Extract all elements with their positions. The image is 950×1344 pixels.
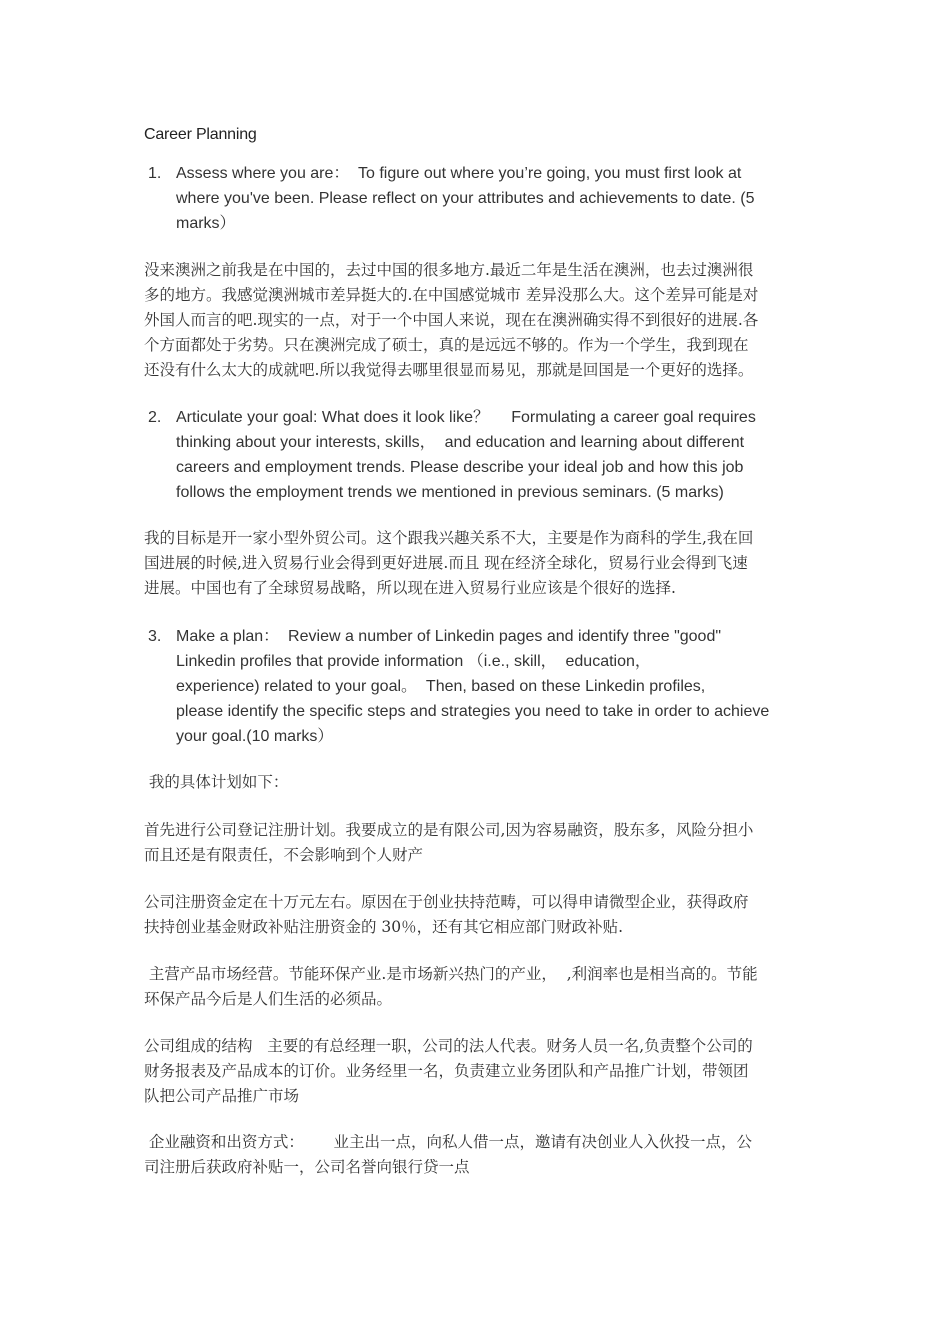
document-title: Career Planning: [144, 126, 257, 143]
question-line: where you've been. Please reflect on your attributes and achievements to date. (5: [176, 190, 755, 207]
question-text: [176, 161, 816, 236]
question-number: 2.: [148, 409, 162, 426]
paragraph-line: 个方面都处于劣势。只在澳洲完成了硕士，真的是远远不够的。作为一个学生，我到现在: [144, 336, 749, 354]
paragraph-line: 公司组成的结构 主要的有总经理一职，公司的法人代表。财务人员一名,负责整个公司的: [144, 1037, 753, 1055]
question-line: your goal.(10 marks）: [176, 728, 334, 745]
question-line: marks）: [176, 215, 236, 232]
plan-paragraph-capital: [144, 890, 814, 940]
paragraph-line: 我的目标是开一家小型外贸公司。这个跟我兴趣关系不大，主要是作为商科的学生,我在回: [144, 529, 754, 547]
answer-2-paragraph: [144, 526, 814, 601]
answer-1-paragraph: [144, 258, 814, 383]
paragraph-line: 扶持创业基金财政补贴注册资金的 30％，还有其它相应部门财政补贴.: [144, 918, 624, 936]
question-number: 1.: [148, 165, 162, 182]
paragraph-line: 没来澳洲之前我是在中国的，去过中国的很多地方.最近二年是生活在澳洲，也去过澳洲很: [144, 261, 754, 279]
paragraph-line: 还没有什么太大的成就吧.所以我觉得去哪里很显而易见，那就是回国是一个更好的选择。: [144, 361, 754, 379]
plan-paragraph-products: [144, 962, 814, 1012]
plan-paragraph-financing: [144, 1130, 814, 1180]
paragraph-line: 队把公司产品推广市场: [144, 1087, 300, 1105]
paragraph-line: 财务报表及产品成本的订价。业务经里一名，负责建立业务团队和产品推广计划，带领团: [144, 1062, 749, 1080]
question-line: thinking about your interests, skills， and education and learning about different: [176, 434, 745, 451]
paragraph-line: 首先进行公司登记注册计划。我要成立的是有限公司,因为容易融资，股东多，风险分担小: [144, 821, 754, 839]
question-text: [176, 624, 816, 749]
paragraph-line: 主营产品市场经营。节能环保产业.是市场新兴热门的产业， ,利润率也是相当高的。节能: [144, 965, 758, 983]
question-line: please identify the specific steps and strategies you need to take in order to achieve: [176, 703, 770, 720]
question-line: follows the employment trends we mentioned in previous seminars. (5 marks): [176, 484, 724, 501]
paragraph-line: 我的具体计划如下：: [144, 773, 289, 791]
question-line: Make a plan： Review a number of Linkedin pages and identify three "good": [176, 628, 722, 645]
paragraph-line: 公司注册资金定在十万元左右。原因在于创业扶持范畴，可以得申请微型企业，获得政府: [144, 893, 749, 911]
paragraph-line: 而且还是有限责任，不会影响到个人财产: [144, 846, 424, 864]
paragraph-line: 企业融资和出资方式： 业主出一点，向私人借一点，邀请有决创业人入伙投一点，公: [144, 1133, 752, 1151]
question-line: Articulate your goal: What does it look like？ Formulating a career goal requires: [176, 409, 756, 426]
question-number: 3.: [148, 628, 162, 645]
question-line: careers and employment trends. Please describe your ideal job and how this job: [176, 459, 744, 476]
question-text: [176, 405, 816, 505]
paragraph-line: 进展。中国也有了全球贸易战略，所以现在进入贸易行业应该是个很好的选择.: [144, 579, 676, 597]
paragraph-line: 环保产品今后是人们生活的必须品。: [144, 990, 393, 1008]
paragraph-line: 外国人而言的吧.现实的一点，对于一个中国人来说，现在在澳洲确实得不到很好的进展.各: [144, 311, 759, 329]
plan-paragraph-structure: [144, 1034, 814, 1109]
question-line: Linkedin profiles that provide information （i.e., skill， education，: [176, 653, 651, 670]
plan-paragraph-registration: [144, 818, 814, 868]
question-line: experience) related to your goal。 Then, based on these Linkedin profiles,: [176, 678, 706, 695]
paragraph-line: 司注册后获政府补贴一，公司名誉向银行贷一点: [144, 1158, 470, 1176]
paragraph-line: 多的地方。我感觉澳洲城市差异挺大的.在中国感觉城市 差异没那么大。这个差异可能是对: [144, 286, 759, 304]
plan-intro: [144, 770, 814, 795]
paragraph-line: 国进展的时候,进入贸易行业会得到更好进展.而且 现在经济全球化，贸易行业会得到飞速: [144, 554, 748, 572]
question-line: Assess where you are： To figure out where you’re going, you must first look at: [176, 165, 742, 182]
